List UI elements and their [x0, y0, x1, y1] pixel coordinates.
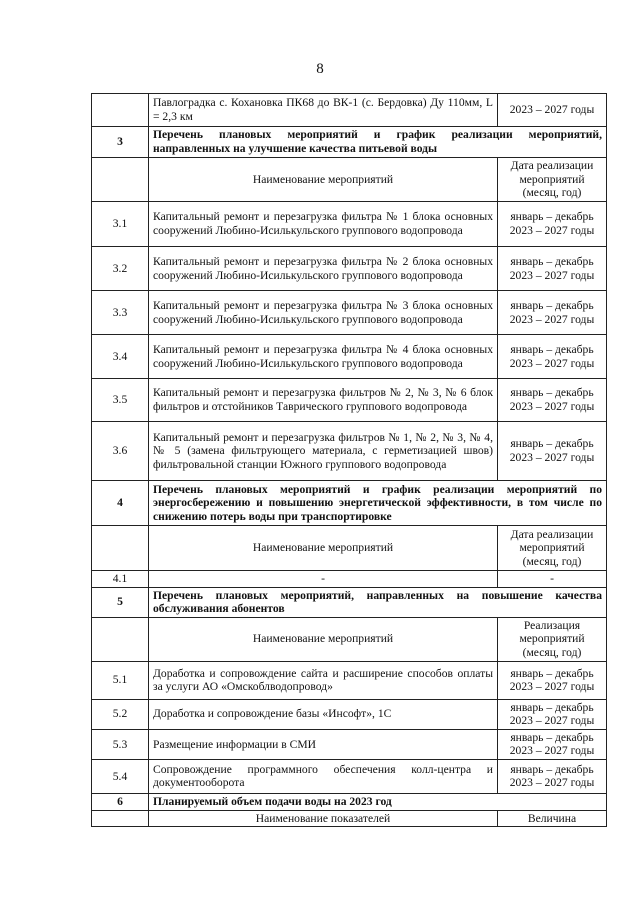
page-number: 8: [316, 61, 324, 77]
table-row: [92, 202, 607, 247]
table-row: [92, 729, 607, 759]
row-date: январь – декабрь 2023 – 2027 годы: [498, 335, 607, 379]
row-description: Капитальный ремонт и перезагрузка фильтра № 1 блока основных сооружений Любино-Исилькульского группового водопровода: [149, 202, 498, 247]
section-header-row: [92, 481, 607, 526]
column-header-name: Наименование мероприятий: [149, 617, 498, 661]
row-date: январь – декабрь 2023 – 2027 годы: [498, 729, 607, 759]
row-date: январь – декабрь 2023 – 2027 годы: [498, 699, 607, 729]
row-description: Размещение информации в СМИ: [149, 729, 498, 759]
row-number: 3.5: [92, 379, 149, 422]
section-number: 3: [92, 127, 149, 158]
row-number-cell: [92, 94, 149, 127]
section-title: Перечень плановых мероприятий и график реализации мероприятий, направленных на улучшение качества питьевой воды: [149, 127, 607, 158]
empty-cell: [92, 617, 149, 661]
row-description: Капитальный ремонт и перезагрузка фильтров № 2, № 3, № 6 блок фильтров и отстойников Таврического группового водопровода: [149, 379, 498, 422]
table-row: [92, 335, 607, 379]
table-row: [92, 422, 607, 481]
table-row: [92, 759, 607, 793]
column-header-date: Дата реализации мероприятий (месяц, год): [498, 158, 607, 202]
section-title: Перечень плановых мероприятий и график реализации мероприятий по энергосбережению и повышению энергетической эффективности, в том числе по снижению потерь воды при транспортировке: [149, 481, 607, 526]
column-header-value: Величина: [498, 810, 607, 827]
row-date: январь – декабрь 2023 – 2027 годы: [498, 202, 607, 247]
row-number: 3.1: [92, 202, 149, 247]
column-header-indicator: Наименование показателей: [149, 810, 498, 827]
empty-cell: [92, 526, 149, 571]
row-date: январь – декабрь 2023 – 2027 годы: [498, 422, 607, 481]
row-number: 5.4: [92, 759, 149, 793]
column-header-row: [92, 810, 607, 827]
row-description: Сопровождение программного обеспечения колл-центра и документооборота: [149, 759, 498, 793]
row-description: Капитальный ремонт и перезагрузка фильтров № 1, № 2, № 3, № 4, № 5 (замена фильтрующего материала, с герметизацией швов) фильтровальной станции Южного группового водопровода: [149, 422, 498, 481]
row-description: Доработка и сопровождение сайта и расширение способов оплаты за услуги АО «Омскоблводопровод»: [149, 661, 498, 699]
table-row: [92, 661, 607, 699]
section-header-row: [92, 587, 607, 617]
measures-table: [91, 93, 607, 827]
row-description: Доработка и сопровождение базы «Инсофт», 1С: [149, 699, 498, 729]
row-date: -: [498, 571, 607, 588]
row-number: 5.1: [92, 661, 149, 699]
row-description: Павлоградка с. Кохановка ПК68 до ВК-1 (с. Бердовка) Ду 110мм, L = 2,3 км: [149, 94, 498, 127]
section-title: Перечень плановых мероприятий, направленных на повышение качества обслуживания абонентов: [149, 587, 607, 617]
column-header-row: [92, 158, 607, 202]
row-description: Капитальный ремонт и перезагрузка фильтра № 4 блока основных сооружений Любино-Исилькульского группового водопровода: [149, 335, 498, 379]
row-date: январь – декабрь 2023 – 2027 годы: [498, 759, 607, 793]
column-header-row: [92, 526, 607, 571]
row-date: январь – декабрь 2023 – 2027 годы: [498, 661, 607, 699]
row-description: -: [149, 571, 498, 588]
row-date: 2023 – 2027 годы: [498, 94, 607, 127]
table-row: [92, 291, 607, 335]
section-title: Планируемый объем подачи воды на 2023 год: [149, 793, 607, 810]
row-number: 3.3: [92, 291, 149, 335]
table-row: [92, 571, 607, 588]
column-header-date: Дата реализации мероприятий (месяц, год): [498, 526, 607, 571]
row-number: 3.4: [92, 335, 149, 379]
column-header-date: Реализация мероприятий (месяц, год): [498, 617, 607, 661]
row-description: Капитальный ремонт и перезагрузка фильтра № 2 блока основных сооружений Любино-Исилькульского группового водопровода: [149, 247, 498, 291]
row-description: Капитальный ремонт и перезагрузка фильтра № 3 блока основных сооружений Любино-Исилькульского группового водопровода: [149, 291, 498, 335]
section-header-row: [92, 793, 607, 810]
row-date: январь – декабрь 2023 – 2027 годы: [498, 291, 607, 335]
row-number: 5.2: [92, 699, 149, 729]
table-row: [92, 247, 607, 291]
row-number: 3.2: [92, 247, 149, 291]
empty-cell: [92, 810, 149, 827]
column-header-name: Наименование мероприятий: [149, 526, 498, 571]
section-number: 4: [92, 481, 149, 526]
column-header-name: Наименование мероприятий: [149, 158, 498, 202]
row-date: январь – декабрь 2023 – 2027 годы: [498, 247, 607, 291]
section-number: 5: [92, 587, 149, 617]
row-number: 5.3: [92, 729, 149, 759]
table-row: [92, 699, 607, 729]
table-row: [92, 94, 607, 127]
row-number: 3.6: [92, 422, 149, 481]
section-number: 6: [92, 793, 149, 810]
table-row: [92, 379, 607, 422]
empty-cell: [92, 158, 149, 202]
section-header-row: [92, 127, 607, 158]
row-date: январь – декабрь 2023 – 2027 годы: [498, 379, 607, 422]
row-number: 4.1: [92, 571, 149, 588]
column-header-row: [92, 617, 607, 661]
